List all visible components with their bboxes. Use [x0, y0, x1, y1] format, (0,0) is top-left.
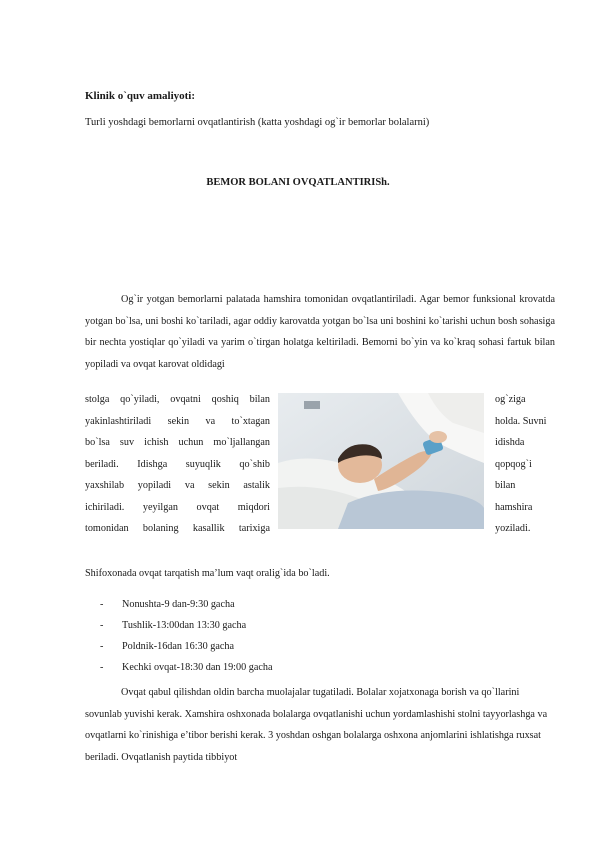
right-column-line: bilan: [495, 480, 516, 491]
paragraph-feeding-intro: Og`ir yotgan bemorlarni palatada hamshira tomonidan ovqatlantiriladi. Agar bemor funksional krovatda yotgan bo`lsa, uni boshi ko`tariladi, agar oddiy karovatda yotgan bo`lsa uni boshini ko`tarishi uchun bosh sohasiga bir nechta yostiqlar qo`yiladi va yarim o`tirgan holatga keltiriladi. Bemorni bo`yin va ko`kraq sohasi fartuk bilan yopiladi va ovqat karovat oldidagi: [85, 294, 555, 370]
list-item: [100, 636, 273, 657]
left-column-line: stolga qo`yiladi, ovqatni qoshiq bilan: [85, 394, 270, 405]
list-item-text: Nonushta-9 dan-9:30 gacha: [122, 599, 235, 610]
meal-schedule-intro: Shifoxonada ovqat tarqatish ma’lum vaqt oralig`ida bo`ladi.: [85, 568, 330, 579]
left-column-line: yaxshilab yopiladi va sekin astalik: [85, 480, 270, 491]
wrapped-text-right-column: [495, 389, 559, 540]
right-column-line: holda. Suvni: [495, 415, 547, 427]
left-column-line: yakinlashtiriladi sekin va to`xtagan: [85, 415, 270, 427]
list-item: [100, 657, 273, 678]
right-column-line: yoziladi.: [495, 523, 531, 534]
section-heading: Klinik o`quv amaliyoti:: [85, 90, 196, 102]
list-dash: -: [100, 662, 104, 673]
patient-feeding-photo: [278, 393, 484, 529]
left-column-line: ichiriladi. yeyilgan ovqat miqdori: [85, 501, 270, 513]
right-column-line: qopqog`i: [495, 458, 532, 470]
right-column-line: idishda: [495, 437, 525, 448]
paragraph-meal-rules: Ovqat qabul qilishdan oldin barcha muolajalar tugatiladi. Bolalar xojatxonaga borish va qo`llarini sovunlab yuvishi kerak. Xamshira oshxonada bolalarga ovqatlanishi uchun yordamlashishi stolni tayyorlashga va ovqatlarni ko`rinishiga e’tibor berishi kerak. 3 yoshdan oshgan bolalarga oshxona anjomlarini ishlatishga ruxsat beriladi. Ovqatlanish paytida tibbiyot: [85, 687, 548, 763]
left-column-line: bo`lsa suv ichish uchun mo`ljallangan: [85, 437, 270, 448]
right-column-line: og`ziga: [495, 394, 526, 405]
list-dash: -: [100, 620, 104, 631]
left-column-line: beriladi. Idishga suyuqlik qo`shib: [85, 458, 270, 470]
list-dash: -: [100, 641, 104, 652]
page-title: BEMOR BOLANI OVQATLANTIRISh.: [206, 177, 390, 188]
meal-schedule-list: [100, 594, 273, 678]
list-item-text: Poldnik-16dan 16:30 gacha: [122, 641, 235, 652]
list-item: [100, 594, 273, 615]
list-item: [100, 615, 273, 636]
list-item-text: Tushlik-13:00dan 13:30 gacha: [122, 620, 247, 631]
list-item-text: Kechki ovqat-18:30 dan 19:00 gacha: [122, 662, 273, 673]
section-subtitle: Turli yoshdagi bemorlarni ovqatlantirish (katta yoshdagi og`ir bemorlar bolalarni): [85, 117, 430, 128]
patient-feeding-photo-icon: [278, 393, 484, 529]
left-column-line: tomonidan bolaning kasallik tarixiga: [85, 523, 270, 534]
list-dash: -: [100, 599, 104, 610]
wrapped-text-left-column: [85, 389, 270, 540]
right-column-line: hamshira: [495, 501, 533, 513]
